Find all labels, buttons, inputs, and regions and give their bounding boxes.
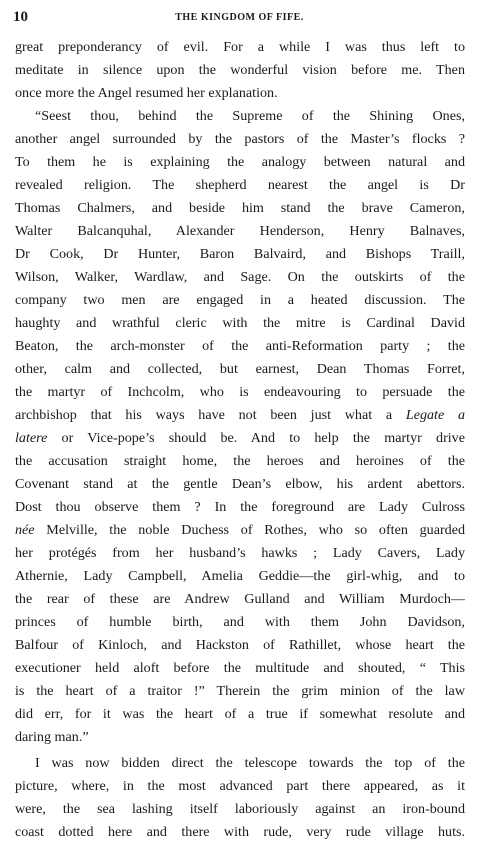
text-line	[15, 798, 465, 821]
italic-text: née	[15, 522, 35, 538]
page-header	[0, 9, 479, 29]
text-line	[15, 450, 465, 473]
text-line	[15, 473, 465, 496]
body-text	[15, 36, 465, 844]
text-line	[15, 427, 465, 450]
text-span: coast dotted here and there with rude, very rude village huts.	[15, 824, 465, 840]
text-span: picture, where, in the most advanced part there appeared, as it	[15, 778, 465, 794]
text-span: were, the sea lashing itself laboriously against an iron-bound	[15, 801, 465, 817]
text-line	[15, 821, 465, 844]
text-line	[15, 496, 465, 519]
text-span: or Vice-pope’s should be. And to help the martyr drive	[47, 430, 465, 446]
text-line	[15, 174, 465, 197]
text-line	[15, 36, 465, 59]
text-line	[15, 542, 465, 565]
text-span: revealed religion. The shepherd nearest the angel is Dr	[15, 177, 465, 193]
italic-text: Legate a	[405, 407, 465, 423]
text-line	[15, 220, 465, 243]
text-span: Dr Cook, Dr Hunter, Baron Balvaird, and Bishops Traill,	[15, 246, 465, 262]
text-span: the rear of these are Andrew Gulland and William Murdoch—	[15, 591, 465, 607]
page-number: 10	[13, 9, 28, 25]
text-span: haughty and wrathful cleric with the mitre is Cardinal David	[15, 315, 465, 331]
text-span: is the heart of a traitor !” Therein the grim minion of the law	[15, 683, 465, 699]
text-span: Thomas Chalmers, and beside him stand the brave Cameron,	[15, 200, 465, 216]
text-line	[15, 381, 465, 404]
text-span: daring man.”	[15, 729, 89, 745]
text-span: another angel surrounded by the pastors of the Master’s flocks ?	[15, 131, 465, 147]
text-span: princes of humble birth, and with them John Davidson,	[15, 614, 465, 630]
text-span: Balfour of Kinloch, and Hackston of Rathillet, whose heart the	[15, 637, 465, 653]
text-line	[15, 634, 465, 657]
text-line	[15, 289, 465, 312]
text-span: Covenant stand at the gentle Dean’s elbow, his ardent abettors.	[15, 476, 465, 492]
text-span: did err, for it was the heart of a true if somewhat resolute and	[15, 706, 465, 722]
text-span: Dost thou observe them ? In the foreground are Lady Culross	[15, 499, 465, 515]
text-line	[15, 657, 465, 680]
text-line	[15, 59, 465, 82]
text-line	[15, 266, 465, 289]
text-line	[15, 565, 465, 588]
text-line	[15, 358, 465, 381]
text-span: archbishop that his ways have not been just what a	[15, 407, 406, 423]
text-span: meditate in silence upon the wonderful vision before me. Then	[15, 62, 465, 78]
text-line	[15, 404, 465, 427]
text-span: executioner held aloft before the multitude and shouted, “ This	[15, 660, 465, 676]
text-line	[15, 775, 465, 798]
text-span: To them he is explaining the analogy between natural and	[15, 154, 465, 170]
italic-text: latere	[15, 430, 48, 446]
text-line	[15, 703, 465, 726]
text-line	[15, 312, 465, 335]
text-line	[15, 519, 465, 542]
text-span: company two men are engaged in a heated discussion. The	[15, 292, 465, 308]
text-span: Wilson, Walker, Wardlaw, and Sage. On the outskirts of the	[15, 269, 465, 285]
text-line	[15, 680, 465, 703]
text-span: “Seest thou, behind the Supreme of the Shining Ones,	[35, 108, 465, 124]
text-line	[15, 128, 465, 151]
text-line	[15, 82, 465, 105]
text-span: other, calm and collected, but earnest, Dean Thomas Forret,	[15, 361, 465, 377]
running-head: THE KINGDOM OF FIFE.	[175, 12, 304, 23]
text-line	[15, 105, 465, 128]
text-line	[15, 588, 465, 611]
text-span: Beaton, the arch-monster of the anti-Reformation party ; the	[15, 338, 465, 354]
text-span: Melville, the noble Duchess of Rothes, who so often guarded	[34, 522, 465, 538]
text-line	[15, 726, 465, 749]
text-line	[15, 611, 465, 634]
text-line	[15, 151, 465, 174]
text-span: the accusation straight home, the heroes and heroines of the	[15, 453, 465, 469]
text-span: great preponderancy of evil. For a while I was thus left to	[15, 39, 465, 55]
text-span: Athernie, Lady Campbell, Amelia Geddie—the girl-whig, and to	[15, 568, 465, 584]
text-span: her protégés from her husband’s hawks ; Lady Cavers, Lady	[15, 545, 465, 561]
text-line	[15, 335, 465, 358]
text-line	[15, 197, 465, 220]
text-span: the martyr of Inchcolm, who is endeavouring to persuade the	[15, 384, 465, 400]
text-line	[15, 243, 465, 266]
text-line	[15, 752, 465, 775]
text-span: I was now bidden direct the telescope towards the top of the	[35, 755, 465, 771]
text-span: Walter Balcanquhal, Alexander Henderson, Henry Balnaves,	[15, 223, 465, 239]
text-span: once more the Angel resumed her explanation.	[15, 85, 278, 101]
